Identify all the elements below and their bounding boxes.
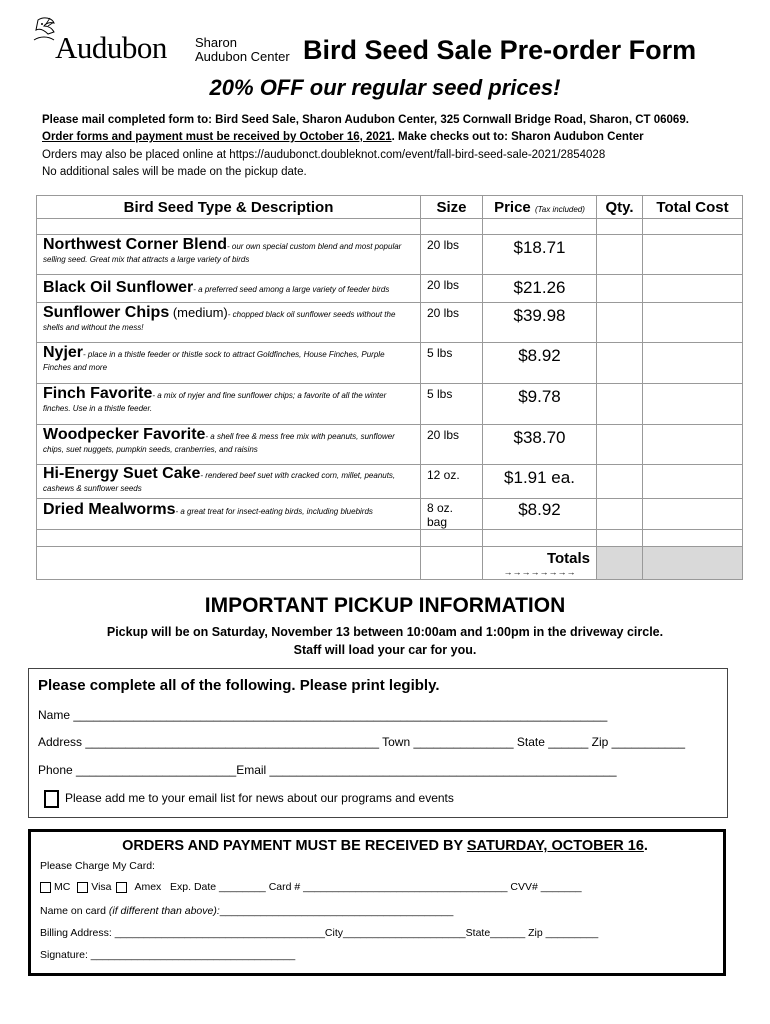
- product-price: $18.71: [483, 235, 597, 275]
- visa-label: Visa: [91, 881, 112, 893]
- pickup-date-text: Pickup will be on Saturday, November 13 between 10:00am and 1:00pm in the driveway circle.: [106, 625, 664, 639]
- product-cell: [37, 499, 421, 530]
- total-cost-cell[interactable]: [643, 235, 743, 275]
- product-size: 8 oz. bag: [421, 499, 483, 530]
- qty-cell[interactable]: [597, 235, 643, 275]
- product-variant: (medium): [169, 305, 228, 320]
- visa-checkbox[interactable]: [77, 882, 88, 893]
- contact-heading: Please complete all of the following. Please print legibly.: [38, 677, 440, 694]
- spacer-row: [37, 219, 743, 235]
- brand-sub-line-1: Sharon: [195, 35, 237, 50]
- col-header-total: Total Cost: [643, 196, 743, 219]
- mc-label: MC: [54, 881, 71, 893]
- spacer-cell: [37, 530, 421, 547]
- product-desc: - a shell free & mess free mix with peanuts, sunflower chips, suet nuggets, pumpkin seeds, cranberries, and raisins: [43, 432, 395, 454]
- brand-subtitle: [195, 36, 290, 64]
- pickup-staff-text: Staff will load your car for you.: [293, 643, 477, 657]
- qty-cell[interactable]: [597, 465, 643, 499]
- product-desc: - our own special custom blend and most popular selling seed. Great mix that attracts a large variety of birds: [43, 242, 402, 264]
- product-size: 5 lbs: [421, 384, 483, 425]
- col-header-size: Size: [421, 196, 483, 219]
- col-header-price: [483, 196, 597, 219]
- qty-cell[interactable]: [597, 425, 643, 465]
- card-details-row: [40, 881, 582, 893]
- total-cost-cell[interactable]: [643, 465, 743, 499]
- product-cell: [37, 343, 421, 384]
- table-row: [37, 235, 743, 275]
- total-cost-cell[interactable]: [643, 343, 743, 384]
- spacer-cell: [421, 530, 483, 547]
- table-header-row: [37, 196, 743, 219]
- checks-payable: . Make checks out to: Sharon Audubon Center: [391, 131, 644, 143]
- email-optin-label: Please add me to your email list for news about our programs and events: [65, 791, 454, 806]
- spacer-cell: [643, 530, 743, 547]
- deadline-note: [42, 129, 644, 146]
- address-field[interactable]: Address ____________________________________________ Town _______________ State ______ Zip ___________: [38, 735, 686, 749]
- price-header-label: Price: [494, 198, 531, 216]
- total-cost-cell[interactable]: [643, 303, 743, 343]
- spacer-cell: [597, 530, 643, 547]
- table-row: [37, 384, 743, 425]
- table-row: [37, 275, 743, 303]
- product-size: 20 lbs: [421, 425, 483, 465]
- table-row: [37, 343, 743, 384]
- product-size: 20 lbs: [421, 303, 483, 343]
- name-on-card-label: Name on card: [40, 905, 109, 917]
- product-name: Black Oil Sunflower: [43, 279, 194, 296]
- table-row: [37, 465, 743, 499]
- payment-heading-end: .: [643, 838, 648, 854]
- payment-heading-text: ORDERS AND PAYMENT MUST BE RECEIVED BY: [122, 838, 467, 854]
- qty-cell[interactable]: [597, 343, 643, 384]
- product-cell: [37, 465, 421, 499]
- seed-order-table: [36, 195, 743, 580]
- product-cell: [37, 303, 421, 343]
- pickup-heading: IMPORTANT PICKUP INFORMATION: [204, 594, 566, 617]
- total-cost-cell[interactable]: [643, 425, 743, 465]
- product-price: $1.91 ea.: [483, 465, 597, 499]
- spacer-cell: [643, 219, 743, 235]
- spacer-cell: [421, 219, 483, 235]
- discount-banner: 20% OFF our regular seed prices!: [209, 75, 561, 100]
- deadline-underlined: Order forms and payment must be received by October 16, 2021: [42, 131, 392, 143]
- product-name: Northwest Corner Blend: [43, 236, 228, 253]
- product-name: Woodpecker Favorite: [43, 426, 206, 443]
- signature-field[interactable]: Signature: ___________________________________: [40, 949, 296, 961]
- product-size: 20 lbs: [421, 235, 483, 275]
- product-price: $21.26: [483, 275, 597, 303]
- email-optin-checkbox[interactable]: [44, 790, 59, 808]
- product-desc: - place in a thistle feeder or thistle sock to attract Goldfinches, House Finches, Purple Finches and more: [43, 350, 385, 372]
- product-desc: - a great treat for insect-eating birds, including bluebirds: [175, 507, 373, 516]
- table-row: [37, 425, 743, 465]
- product-desc: - chopped black oil sunflower seeds without the shells and without the mess!: [43, 310, 396, 332]
- payment-heading: [0, 838, 770, 854]
- total-cost-cell[interactable]: [643, 275, 743, 303]
- brand-sub-line-2: Audubon Center: [195, 49, 290, 64]
- product-name: Dried Mealworms: [43, 501, 176, 518]
- product-size: 5 lbs: [421, 343, 483, 384]
- qty-cell[interactable]: [597, 275, 643, 303]
- totals-label: Totals: [546, 550, 590, 567]
- totals-arrows: →→→→→→→→: [503, 567, 576, 577]
- mail-instructions: Please mail completed form to: Bird Seed Sale, Sharon Audubon Center, 325 Cornwall Bridge Road, Sharon, CT 06069.: [42, 114, 689, 126]
- product-price: $8.92: [483, 499, 597, 530]
- product-name: Finch Favorite: [43, 385, 153, 402]
- mc-checkbox[interactable]: [40, 882, 51, 893]
- tax-note: (Tax included): [534, 204, 585, 214]
- grand-total-cell[interactable]: [643, 547, 743, 580]
- name-field[interactable]: Name ________________________________________________________________________________: [38, 708, 608, 722]
- name-on-card-field[interactable]: [40, 905, 453, 917]
- totals-row: [37, 547, 743, 580]
- product-name: Nyjer: [43, 344, 84, 361]
- amex-label: Amex: [134, 881, 162, 893]
- qty-cell[interactable]: [597, 384, 643, 425]
- totals-label-cell: [483, 547, 597, 580]
- totals-empty-cell: [421, 547, 483, 580]
- table-row: [37, 499, 743, 530]
- product-desc: - a preferred seed among a large variety of feeder birds: [193, 285, 390, 294]
- product-cell: [37, 235, 421, 275]
- product-name: Sunflower Chips: [43, 304, 170, 321]
- col-header-qty: Qty.: [597, 196, 643, 219]
- product-cell: [37, 384, 421, 425]
- name-on-card-line: ________________________________________: [219, 905, 454, 917]
- product-desc: - a mix of nyjer and fine sunflower chips; a favorite of all the winter finches. Use in a thistle feeder.: [43, 391, 387, 413]
- product-cell: [37, 425, 421, 465]
- table-row: [37, 303, 743, 343]
- form-title: Bird Seed Sale Pre-order Form: [303, 35, 697, 65]
- total-cost-cell[interactable]: [643, 499, 743, 530]
- qty-cell[interactable]: [597, 303, 643, 343]
- total-qty-cell[interactable]: [597, 547, 643, 580]
- spacer-cell: [597, 219, 643, 235]
- charge-card-label: Please Charge My Card:: [40, 860, 155, 872]
- billing-address-field[interactable]: Billing Address: ____________________________________City_____________________State______ Zip _________: [40, 927, 599, 939]
- product-size: 12 oz.: [421, 465, 483, 499]
- product-price: $39.98: [483, 303, 597, 343]
- spacer-row: [37, 530, 743, 547]
- qty-cell[interactable]: [597, 499, 643, 530]
- product-name: Hi-Energy Suet Cake: [43, 465, 201, 482]
- name-on-card-note: (if different than above):: [108, 905, 220, 917]
- col-header-type: Bird Seed Type & Description: [37, 196, 421, 219]
- product-desc: - rendered beef suet with cracked corn, millet, peanuts, cashews & sunflower seeds: [43, 471, 396, 493]
- card-number-fields[interactable]: Exp. Date ________ Card # ___________________________________ CVV# _______: [161, 881, 582, 893]
- spacer-cell: [37, 219, 421, 235]
- product-size: 20 lbs: [421, 275, 483, 303]
- totals-empty-cell: [37, 547, 421, 580]
- spacer-cell: [483, 530, 597, 547]
- email-optin: [44, 790, 454, 808]
- product-price: $8.92: [483, 343, 597, 384]
- spacer-cell: [483, 219, 597, 235]
- product-cell: [37, 275, 421, 303]
- online-order-note: Orders may also be placed online at https://audubonct.doubleknot.com/event/fall-bird-seed-sale-2021/2854028: [42, 149, 606, 161]
- brand-wordmark: Audubon: [55, 30, 167, 65]
- total-cost-cell[interactable]: [643, 384, 743, 425]
- payment-deadline: SATURDAY, OCTOBER 16: [466, 838, 644, 854]
- phone-email-field[interactable]: Phone ________________________Email ____________________________________________________: [38, 763, 617, 777]
- amex-checkbox[interactable]: [116, 882, 127, 893]
- product-price: $9.78: [483, 384, 597, 425]
- no-sales-note: No additional sales will be made on the pickup date.: [42, 166, 307, 178]
- product-price: $38.70: [483, 425, 597, 465]
